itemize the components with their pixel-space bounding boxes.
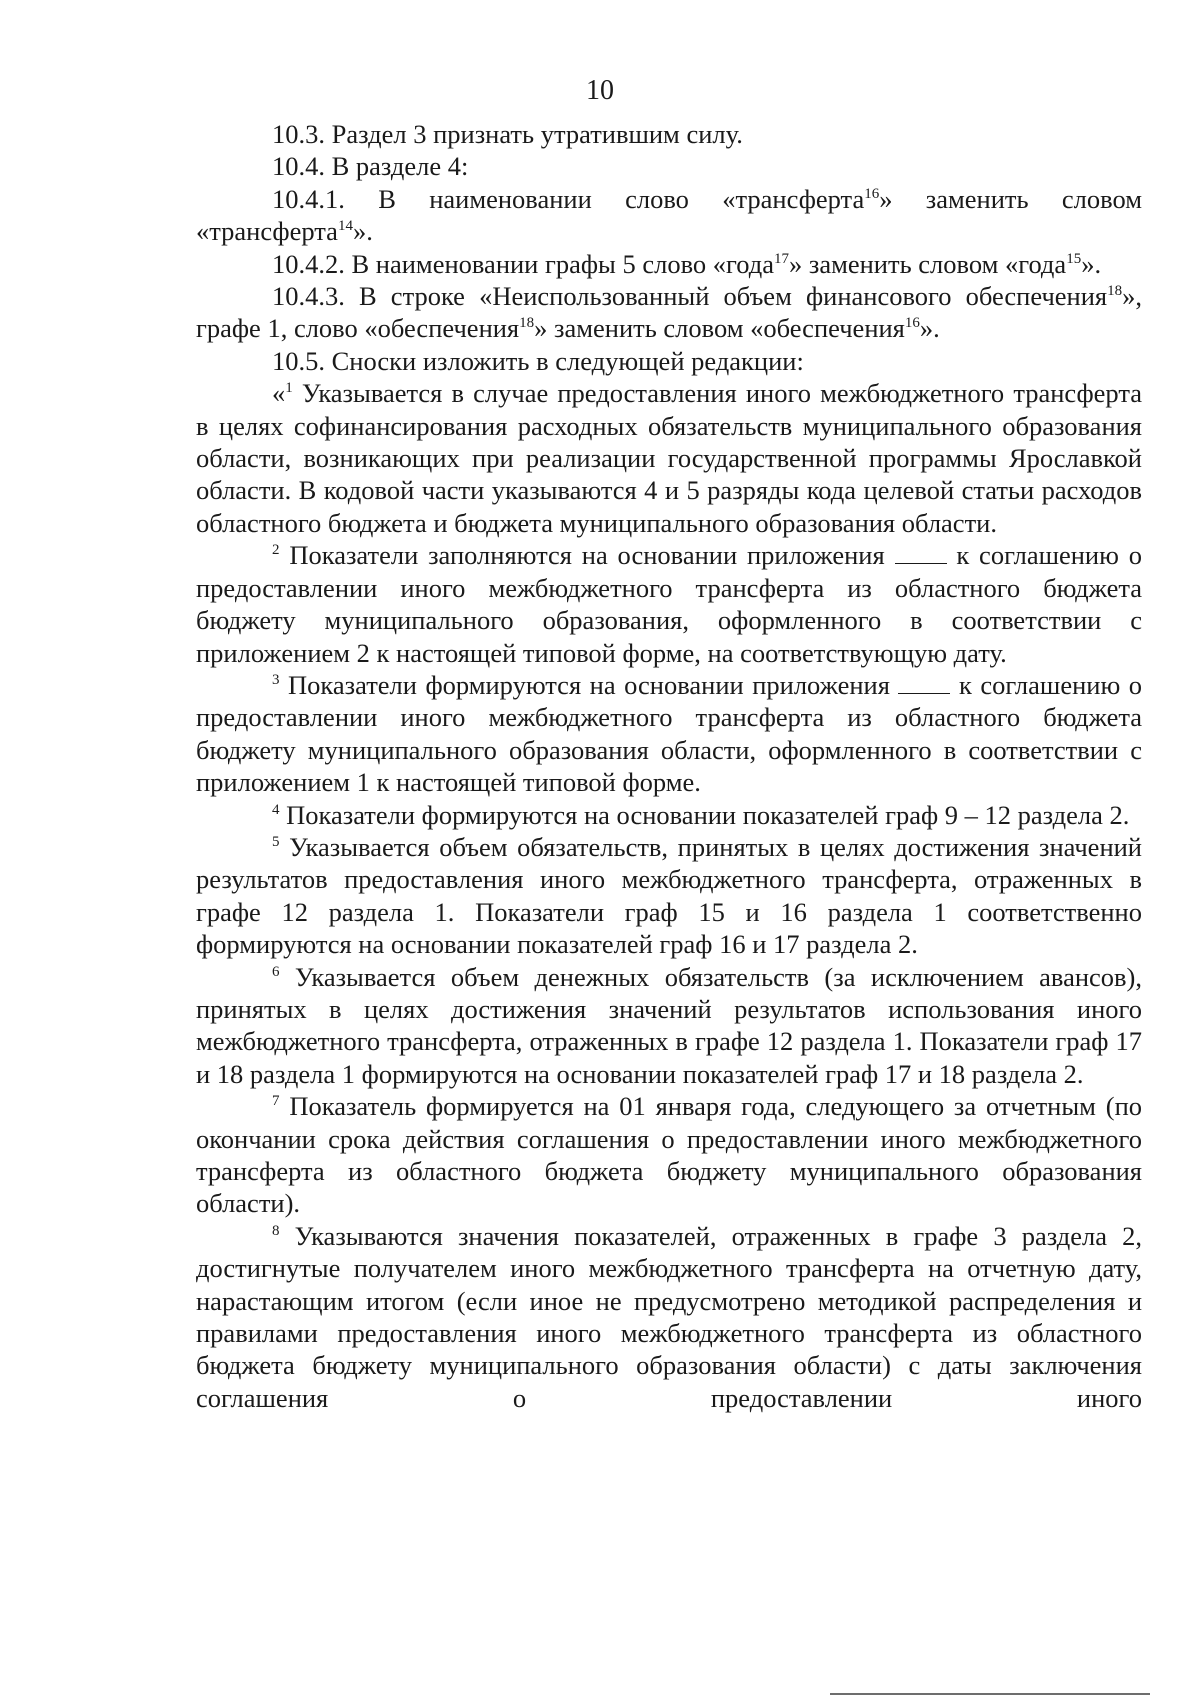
footnote-number: 6	[272, 963, 280, 980]
amendment-paragraph	[196, 183, 1142, 248]
footnote-4	[196, 799, 1142, 831]
footnotes-block	[196, 377, 1142, 1414]
footnote-ref: 18	[519, 315, 535, 332]
footnote-ref: 16	[904, 315, 920, 332]
amendment-paragraph	[196, 345, 1142, 377]
paragraph-text: » заменить словом «обеспечения	[534, 313, 905, 344]
document-body	[196, 118, 1142, 1414]
footnote-number: 7	[272, 1093, 280, 1110]
footnote-number: 5	[272, 834, 280, 851]
footnote-6	[196, 961, 1142, 1091]
footnote-number: 4	[272, 801, 280, 818]
footnote-text: Показатель формируется на 01 января года, следующего за отчетным (по окончании срока действия соглашения о предоставлении иного межбюджетного трансферта из областного бюджета бюджету муниципального образования области).	[196, 1091, 1142, 1219]
footnote-3	[196, 669, 1142, 799]
amendment-paragraphs	[196, 118, 1142, 377]
amendment-paragraph	[196, 150, 1142, 182]
amendment-paragraph	[196, 248, 1142, 280]
footnote-text: к соглашению о предоставлении иного межбюджетного трансферта из областного бюджета бюджету муниципального образования области, оформленного в соответствии с приложением 1 к настоящей типовой форме.	[196, 669, 1143, 798]
blank-line	[895, 541, 947, 564]
footnote-ref: 15	[1066, 250, 1082, 267]
footnote-ref: 14	[337, 218, 353, 235]
footnote-7	[196, 1090, 1142, 1220]
page-number: 10	[586, 75, 614, 106]
amendment-paragraph	[196, 280, 1142, 345]
paragraph-text: 10.5. Сноски изложить в следующей редакции:	[272, 345, 804, 376]
footnote-2	[196, 539, 1142, 669]
footnote-ref: 18	[1107, 283, 1123, 300]
footnote-number: 3	[272, 672, 280, 689]
paragraph-text: », графе 1, слово «обеспечения	[196, 281, 1142, 344]
footnote-text: Указывается в случае предоставления иного межбюджетного трансферта в целях софинансирования расходных обязательств муниципального образования области, возникающих при реализации государственной программы Ярославкой области. В кодовой части указываются 4 и 5 разряды кода целевой статьи расходов областного бюджета и бюджета муниципального образования области.	[196, 378, 1142, 538]
footnote-5	[196, 831, 1142, 961]
paragraph-text: » заменить словом «года	[788, 248, 1067, 279]
footnote-text: Показатели формируются на основании показателей граф 9 – 12 раздела 2.	[279, 799, 1130, 830]
footnote-text: Показатели заполняются на основании приложения	[279, 540, 885, 571]
paragraph-text: ».	[919, 313, 940, 344]
footer-rule	[830, 1693, 1150, 1695]
paragraph-text: ».	[1081, 248, 1102, 279]
footnote-text: Указываются значения показателей, отраженных в графе 3 раздела 2, достигнутые получателем иного межбюджетного трансферта на отчетную дату, нарастающим итогом (если иное не предусмотрено методикой распределения и правилами предоставления иного межбюджетного трансферта из областного бюджета бюджету муниципального образования области) с даты заключения соглашения о предоставлении иного	[196, 1220, 1142, 1413]
footnote-number: 8	[272, 1222, 280, 1239]
footnote-8	[196, 1220, 1142, 1414]
paragraph-text: 10.4.3. В строке «Неиспользованный объем финансового обеспечения	[272, 281, 1108, 312]
footnote-text: Указывается объем обязательств, принятых в целях достижения значений результатов предоставления иного межбюджетного трансферта, отраженных в графе 12 раздела 1. Показатели граф 15 и 16 раздела 1 соответственно формируются на основании показателей граф 16 и 17 раздела 2.	[196, 831, 1142, 960]
paragraph-text: 10.4. В разделе 4:	[272, 151, 469, 182]
footnote-1	[196, 377, 1142, 539]
paragraph-text: ».	[352, 216, 373, 247]
footnote-text: к соглашению о предоставлении иного межбюджетного трансферта из областного бюджета бюджету муниципального образования, оформленного в соответствии с приложением 2 к настоящей типовой форме, на соответствующую дату.	[196, 540, 1142, 668]
paragraph-text: 10.3. Раздел 3 признать утратившим силу.	[272, 119, 743, 149]
paragraph-text: 10.4.1. В наименовании слово «трансферта	[272, 183, 865, 214]
footnote-text: Указывается объем денежных обязательств (за исключением авансов), принятых в целях достижения значений результатов использования иного межбюджетного трансферта, отраженных в графе 12 раздела 1. Показатели граф 17 и 18 раздела 1 формируются на основании показателей граф 17 и 18 раздела 2.	[196, 961, 1142, 1089]
footnote-quote: «	[272, 378, 286, 409]
footnote-number: 1	[285, 380, 293, 397]
blank-line	[898, 671, 950, 694]
footnote-ref: 17	[773, 250, 789, 267]
amendment-paragraph	[196, 118, 1142, 150]
paragraph-text: » заменить словом «трансферта	[196, 183, 1142, 247]
footnote-ref: 16	[864, 185, 880, 202]
footnote-text: Показатели формируются на основании приложения	[279, 669, 890, 700]
paragraph-text: 10.4.2. В наименовании графы 5 слово «года	[272, 248, 774, 279]
footnote-number: 2	[272, 542, 280, 559]
